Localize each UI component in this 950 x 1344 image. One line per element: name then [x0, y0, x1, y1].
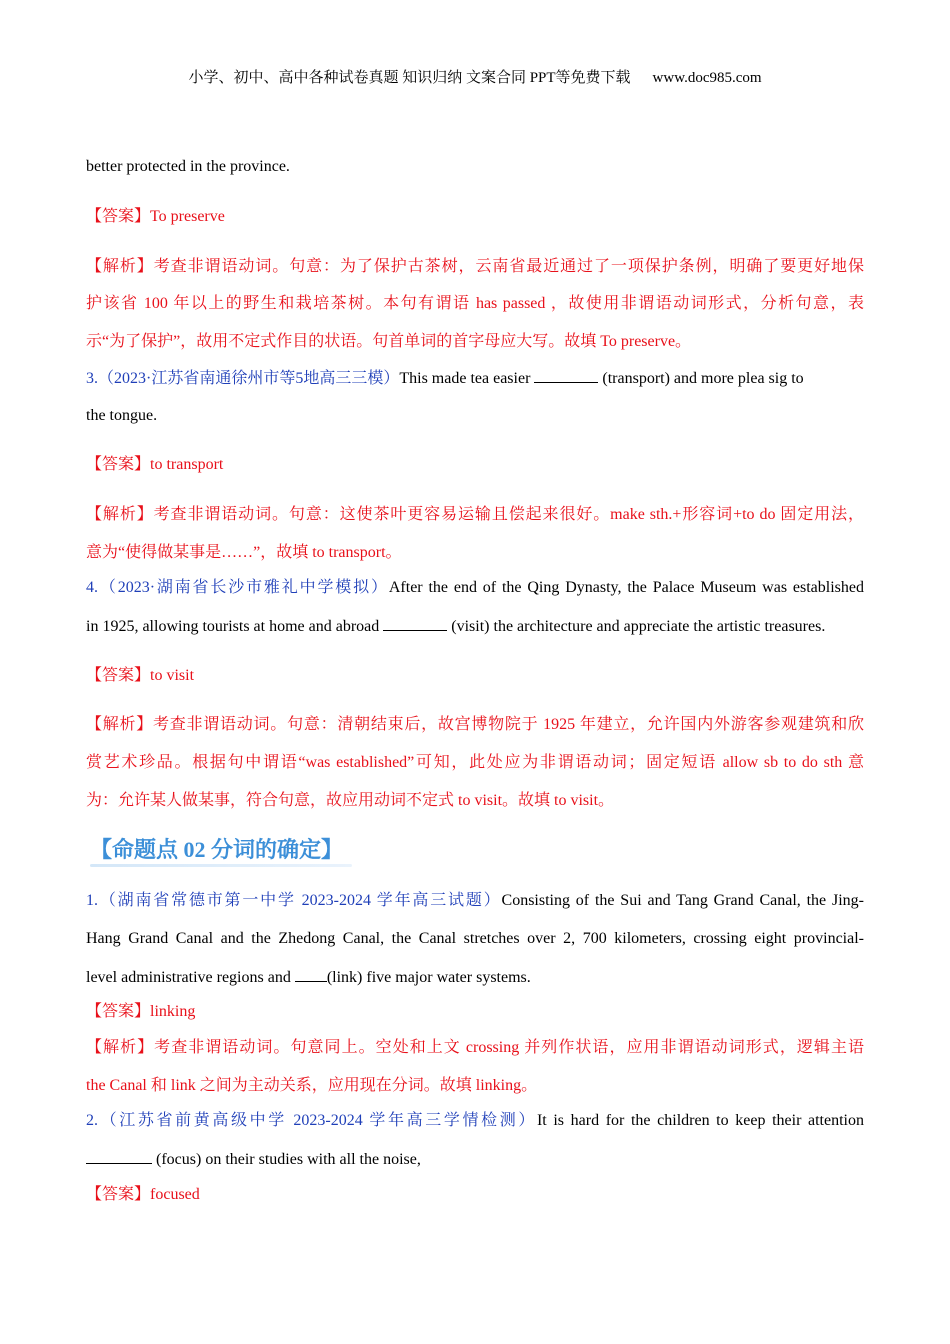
question-text: Hang Grand Canal and the Zhedong Canal, the Canal stretches over 2, 700 kilometers, crossing eight provincial- [86, 930, 864, 947]
answer-line [86, 207, 864, 227]
question-source: 3.（2023·江苏省南通徐州市等5地高三三模） [86, 370, 400, 387]
answer-value: to transport [150, 456, 224, 473]
continuation-line: better protected in the province. [86, 158, 290, 175]
question-text [86, 616, 864, 637]
question-text: the tongue. [86, 407, 158, 424]
question-text: After the end of the Qing Dynasty, the Palace Museum was established [388, 579, 864, 596]
analysis-line: 【解析】考查非谓语动词。句意：清朝结束后，故宫博物院于 1925 年建立，允许国内外游客参观建筑和欣 [86, 716, 864, 733]
analysis-line: 赏艺术珍品。根据句中谓语“was established”可知，此处应为非谓语动词；固定短语 allow sb to do sth 意 [86, 754, 864, 771]
question-source: 2.（江苏省前黄高级中学 2023-2024 学年高三学情检测） [86, 1112, 537, 1129]
answer-blank[interactable] [383, 616, 447, 631]
header-url[interactable]: www.doc985.com [652, 70, 762, 86]
analysis-line: 【解析】考查非谓语动词。句意：这使茶叶更容易运输且偿起来很好。make sth.+形容词+to do 固定用法， [86, 506, 864, 523]
page-header [0, 68, 950, 88]
analysis-line: 为：允许某人做某事，符合句意，故应用动词不定式 to visit。故填 to visit。 [86, 792, 615, 809]
participle-question-1 [86, 891, 864, 911]
answer-label: 【答案】 [86, 1186, 151, 1203]
question-text: level administrative regions and [86, 969, 291, 986]
analysis-line: 【解析】考查非谓语动词。句意同上。空处和上文 crossing 并列作状语，应用非谓语动词形式，逻辑主语 [86, 1039, 864, 1056]
question-4 [86, 578, 864, 598]
participle-question-2 [86, 1111, 864, 1131]
question-text [86, 967, 864, 988]
question-text: in 1925, allowing tourists at home and abroad [86, 618, 380, 635]
question-text: (visit) the architecture and appreciate the artistic treasures. [451, 618, 826, 635]
analysis-line: 【解析】考查非谓语动词。句意：为了保护古茶树，云南省最近通过了一项保护条例，明确了要更好地保 [86, 258, 864, 275]
analysis-line: 意为“使得做某事是……”，故填 to transport。 [86, 544, 402, 561]
answer-value: linking [150, 1003, 196, 1020]
answer-blank[interactable] [295, 967, 327, 982]
question-text: (link) five major water systems. [326, 969, 531, 986]
answer-line [86, 1185, 864, 1205]
question-text: It is hard for the children to keep their attention [536, 1112, 864, 1129]
answer-blank[interactable] [86, 1149, 152, 1164]
answer-label: 【答案】 [86, 1003, 151, 1020]
question-text [86, 1149, 864, 1170]
answer-value: focused [150, 1186, 200, 1203]
section-title: 【命题点 02 分词的确定】 [90, 837, 344, 862]
answer-line [86, 1002, 864, 1022]
analysis-line: 护该省 100 年以上的野生和栽培茶树。本句有谓语 has passed ，故使用非谓语动词形式，分析句意，表 [86, 295, 864, 312]
answer-blank[interactable] [534, 368, 598, 383]
answer-label: 【答案】 [86, 667, 151, 684]
question-source: 4.（2023·湖南省长沙市雅礼中学模拟） [86, 579, 389, 596]
analysis-line: 示“为了保护”，故用不定式作目的状语。句首单词的首字母应大写。故填 To preserve。 [86, 333, 692, 350]
question-text: (focus) on their studies with all the noise, [156, 1151, 421, 1168]
analysis-line: the Canal 和 link 之间为主动关系，应用现在分词。故填 linking。 [86, 1077, 538, 1094]
answer-value: to visit [150, 667, 195, 684]
answer-label: 【答案】 [86, 208, 151, 225]
section-heading [90, 834, 352, 866]
answer-line [86, 666, 864, 686]
header-text: 小学、初中、高中各种试卷真题 知识归纳 文案合同 PPT等免费下载 [188, 70, 631, 86]
answer-label: 【答案】 [86, 456, 151, 473]
answer-value: To preserve [150, 208, 225, 225]
question-source: 1.（湖南省常德市第一中学 2023-2024 学年高三试题） [86, 892, 502, 909]
question-text: Consisting of the Sui and Tang Grand Canal, the Jing- [501, 892, 864, 909]
question-text: (transport) and more plea sig to [602, 370, 804, 387]
answer-line [86, 455, 864, 475]
question-3 [86, 368, 864, 389]
question-text: This made tea easier [399, 370, 531, 387]
